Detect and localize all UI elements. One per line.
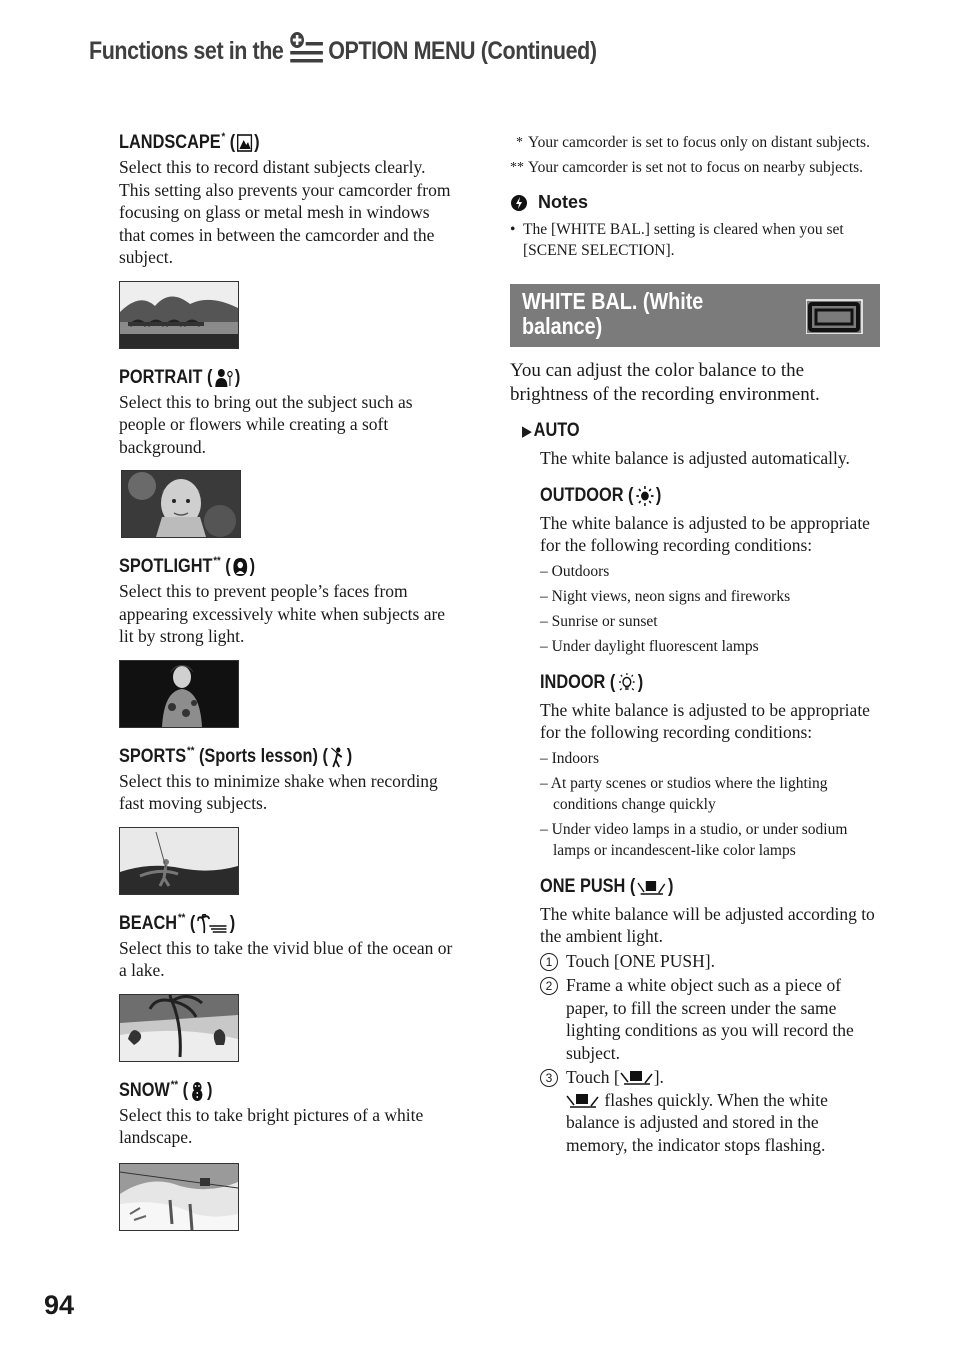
indoor-heading: INDOOR ( )	[540, 671, 644, 693]
snowman-icon	[190, 1081, 205, 1101]
note-item: • The [WHITE BAL.] setting is cleared when you set [SCENE SELECTION].	[510, 219, 882, 261]
one-push-step: 1 Touch [ONE PUSH].	[540, 950, 882, 973]
auto-heading: ▶ AUTO	[522, 420, 580, 441]
footnote: ** Your camcorder is set not to focus on nearby subjects.	[510, 159, 864, 176]
right-column	[510, 132, 882, 1156]
indoor-condition: – Under video lamps in a studio, or under sodium lamps or incandescent-like color lamps	[540, 820, 848, 859]
outdoor-condition: – Sunrise or sunset	[540, 612, 658, 630]
portrait-description: Select this to bring out the subject such as people or flowers while creating a soft background.	[119, 391, 413, 457]
sports-description: Select this to minimize shake when recording fast moving subjects.	[119, 770, 438, 813]
spotlight-face-icon	[232, 557, 247, 577]
page-number: 94	[44, 1290, 75, 1320]
notes-heading: Notes	[510, 192, 882, 213]
spotlight-heading: SPOTLIGHT ** ( )	[119, 555, 256, 577]
sports-golfer-icon	[330, 746, 345, 768]
sports-sample-photo	[119, 827, 239, 895]
portrait-person-icon	[214, 368, 233, 388]
sports-heading: SPORTS ** (Sports lesson) ( )	[119, 744, 353, 767]
sun-icon	[635, 485, 654, 507]
landscape-sample-photo	[119, 281, 239, 349]
section-title: WHITE BAL. (White balance)	[522, 288, 704, 339]
indoor-condition: – Indoors	[540, 749, 599, 767]
footnote: * Your camcorder is set to focus only on distant subjects.	[516, 134, 870, 151]
one-push-step: 2 Frame a white object such as a piece of paper, to fill the screen under the same lighting conditions as you will record the subject.	[540, 974, 882, 1064]
outdoor-description: The white balance is adjusted to be appropriate for the following recording conditions:	[540, 512, 870, 555]
landscape-heading: LANDSCAPE * ( )	[119, 131, 260, 153]
option-menu-icon	[289, 30, 325, 64]
header-title-before: Functions set in the	[89, 37, 284, 65]
one-push-description: The white balance will be adjusted according to the ambient light.	[540, 903, 875, 946]
outdoor-condition: – Under daylight fluorescent lamps	[540, 637, 759, 655]
snow-sample-photo	[119, 1163, 239, 1231]
portrait-sample-photo	[121, 470, 241, 538]
white-balance-section-band	[510, 284, 880, 347]
indoor-condition: – At party scenes or studios where the lighting conditions change quickly	[540, 774, 828, 813]
left-column	[119, 130, 459, 1247]
landscape-mountain-icon	[237, 134, 252, 152]
one-push-icon	[637, 878, 666, 896]
outdoor-condition: – Night views, neon signs and fireworks	[540, 587, 791, 605]
bulb-icon	[617, 672, 636, 694]
beach-palm-icon	[197, 914, 228, 934]
outdoor-heading: OUTDOOR ( )	[540, 484, 662, 506]
one-push-icon	[620, 1068, 654, 1086]
one-push-step: 3 Touch [ ]. flashes quickly. When the white balance is adjusted and stored in the memory, the indicator stops flashing.	[540, 1066, 882, 1156]
page-header	[89, 30, 597, 66]
landscape-description: Select this to record distant subjects clearly. This setting also prevents your camcorder from focusing on glass or metal mesh in windows that comes in between the camcorder and the subject.	[119, 157, 451, 267]
camcorder-mode-icon	[806, 298, 866, 334]
beach-heading: BEACH ** ( )	[119, 911, 236, 934]
spotlight-description: Select this to prevent people’s faces from appearing excessively white when subjects are lit by strong light.	[119, 581, 446, 646]
section-intro: You can adjust the color balance to the brightness of the recording environment.	[510, 360, 820, 405]
outdoor-condition: – Outdoors	[540, 562, 610, 580]
snow-description: Select this to take bright pictures of a white landscape.	[119, 1104, 424, 1147]
header-title-after: OPTION MENU (Continued)	[328, 37, 597, 65]
auto-description: The white balance is adjusted automatically.	[540, 448, 850, 468]
indoor-description: The white balance is adjusted to be appropriate for the following recording conditions:	[540, 699, 870, 742]
beach-sample-photo	[119, 994, 239, 1062]
snow-heading: SNOW ** ( )	[119, 1078, 213, 1101]
notes-warning-icon	[510, 194, 528, 212]
portrait-heading: PORTRAIT ( )	[119, 366, 241, 388]
spotlight-sample-photo	[119, 660, 239, 728]
one-push-icon	[566, 1091, 600, 1109]
beach-description: Select this to take the vivid blue of the ocean or a lake.	[119, 937, 453, 980]
one-push-heading: ONE PUSH ( )	[540, 875, 674, 897]
